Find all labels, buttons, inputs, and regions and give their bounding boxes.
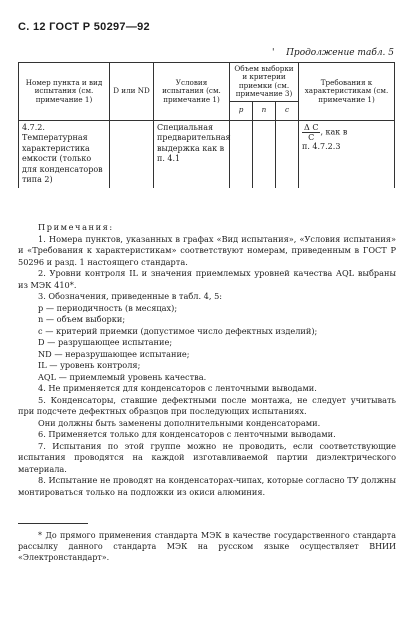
note-item: 8. Испытание не проводят на конденсаторах-чипах, которые согласно ТУ должны монтироваться только на подложки из окиси алюминия.	[18, 475, 396, 497]
cell-c	[276, 120, 299, 188]
footnote-rule	[18, 523, 88, 524]
note-item: 5. Конденсаторы, ставшие дефектными после монтажа, не следует учитывать при подсчете дефектных образцов при последующих испытаниях.	[18, 394, 396, 416]
header-conditions: Условия испытания (см. примечание 1)	[154, 63, 230, 121]
test-table	[18, 62, 395, 188]
fraction-denominator: C	[308, 132, 315, 142]
cell-n	[253, 120, 276, 188]
table-row	[19, 120, 395, 188]
notes-title: Примечания:	[38, 222, 114, 232]
note-item: p — периодичность (в месяцах);	[38, 302, 178, 313]
note-item: ND — неразрушающее испытание;	[38, 348, 190, 359]
note-item: 4. Не применяется для конденсаторов с ленточными выводами.	[38, 383, 317, 393]
cell-d-nd	[110, 120, 154, 188]
note-item: 3. Обозначения, приведенные в табл. 4, 5:	[38, 291, 223, 301]
header-n: n	[253, 101, 276, 120]
fraction-numerator: Δ C	[304, 122, 319, 132]
header-c: c	[276, 101, 299, 120]
note-item: IL — уровень контроля;	[38, 360, 141, 370]
cell-requirements	[299, 120, 395, 188]
header-requirements: Требования к характеристикам (см. примечание 1)	[299, 63, 395, 121]
note-item: 1. Номера пунктов, указанных в графах «Вид испытания», «Условия испытания» и «Требования к характеристикам» соответствуют номерам, приведенным в ГОСТ Р 50296 и разд. 1 настоящего стандарта.	[18, 233, 396, 267]
note-item: AQL — приемлемый уровень качества.	[38, 371, 207, 382]
note-item: 2. Уровни контроля IL и значения приемлемых уровней качества AQL выбраны из МЭК 410*.	[18, 268, 396, 290]
note-item: c — критерий приемки (допустимое число дефектных изделий);	[38, 325, 318, 336]
cell-item: 4.7.2. Температурная характеристика емкости (только для конденсаторов типа 2)	[19, 120, 110, 188]
header-sample: Объем выборки и критерии приемки (см. примечание 3)	[230, 63, 299, 102]
requirement-as: , как в	[320, 127, 348, 137]
note-item: n — объем выборки;	[38, 314, 126, 324]
header-d-nd: D или ND	[110, 63, 154, 121]
note-item: 7. Испытания по этой группе можно не проводить, если соответствующие испытания проводятся на каждой изготавливаемой партии диэлектрического материала.	[18, 440, 396, 474]
cell-p	[230, 120, 253, 188]
note-item: Они должны быть заменены дополнительными конденсаторами.	[38, 417, 321, 428]
delta-c-fraction	[302, 123, 320, 142]
note-item: 6. Применяется только для конденсаторов с ленточными выводами.	[38, 429, 336, 439]
note-item: D — разрушающее испытание;	[38, 337, 173, 347]
cell-conditions: Специальная предварительная выдержка как в п. 4.1	[154, 120, 230, 188]
footnote: * До прямого применения стандарта МЭК в качестве государственного стандарта рассылку данного стандарта МЭК на русском языке осуществляет ВНИИ «Электронстандарт».	[18, 531, 396, 562]
continuation-mark: '	[272, 48, 275, 58]
page-header: С. 12 ГОСТ Р 50297—92	[18, 21, 150, 33]
requirement-reference: п. 4.7.2.3	[302, 141, 341, 151]
header-item: Номер пункта и вид испытания (см. примечание 1)	[19, 63, 110, 121]
notes-section	[18, 222, 396, 498]
table-continuation-label: Продолжение табл. 5	[286, 48, 394, 58]
header-p: p	[230, 101, 253, 120]
